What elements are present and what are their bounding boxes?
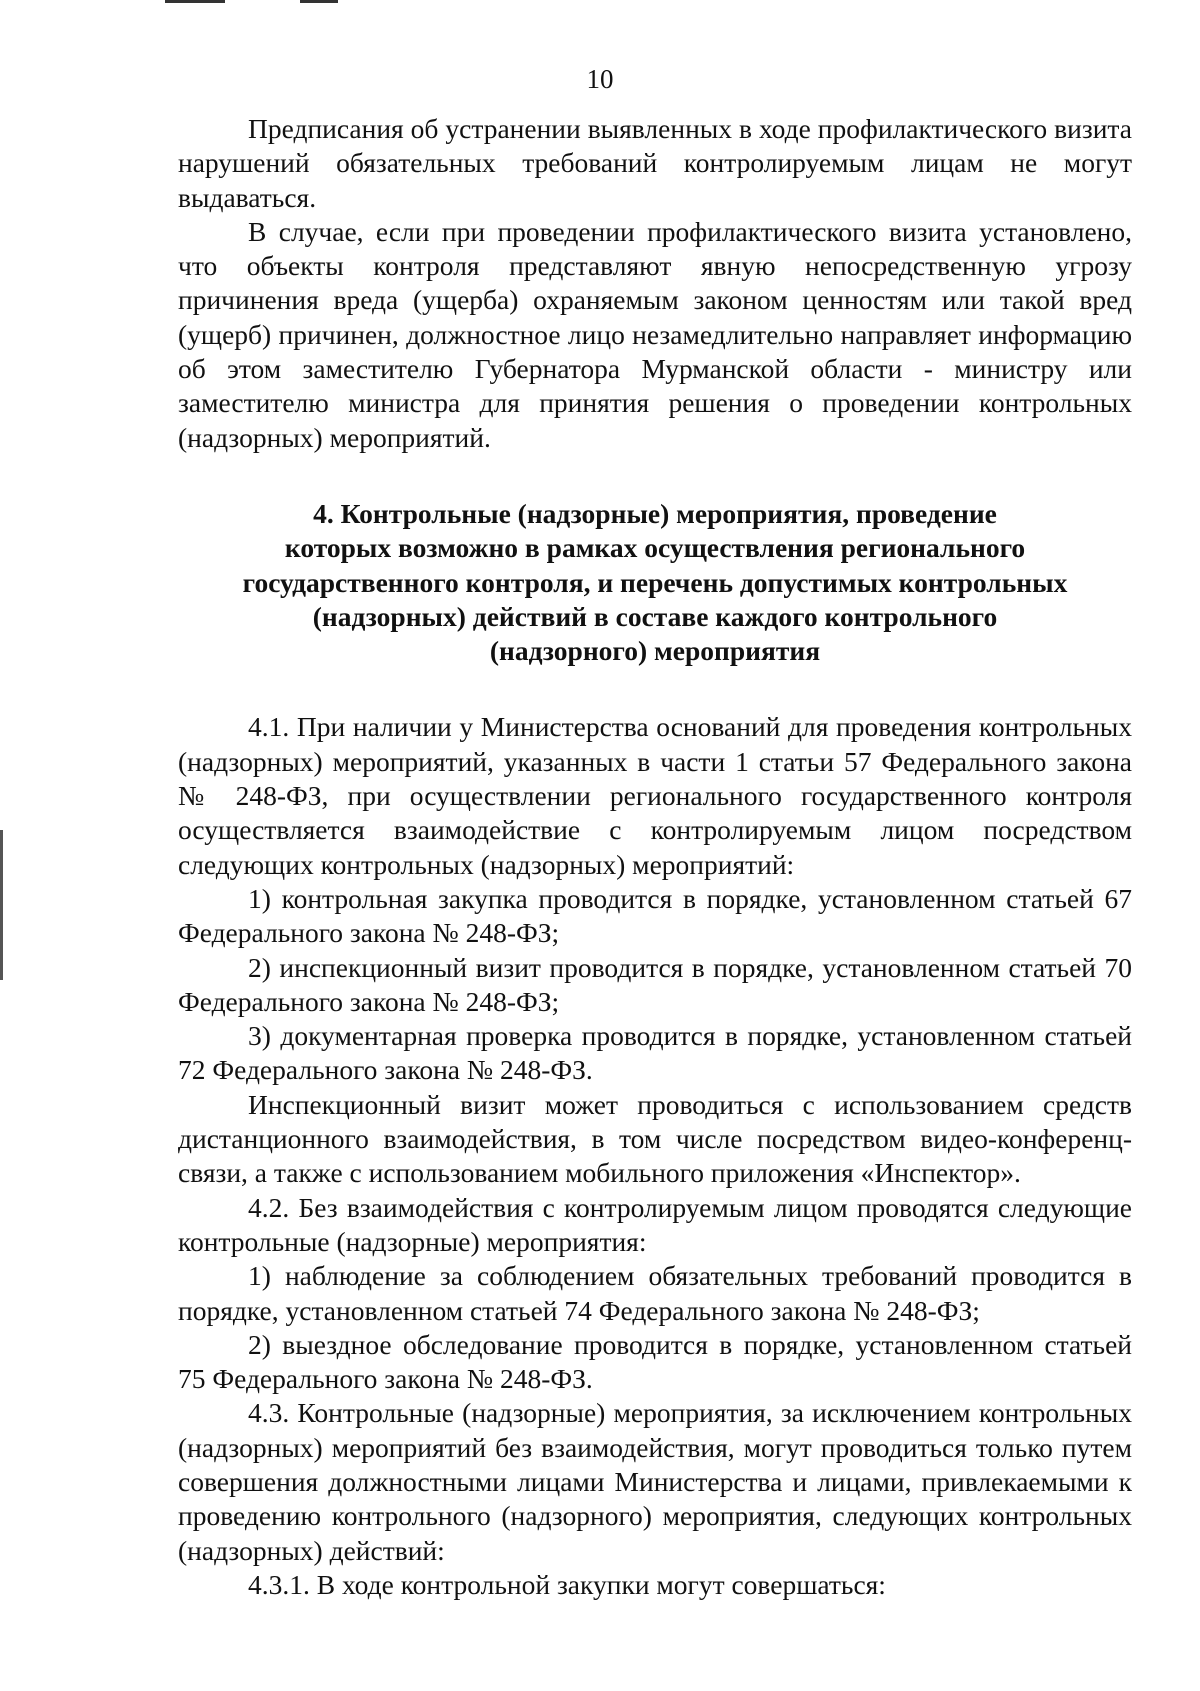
page-number: 10 — [586, 64, 614, 94]
list-item: 3) документарная проверка проводится в порядке, установленном статьей 72 Федерального закона № 248-ФЗ. — [178, 1020, 1132, 1086]
list-item: 1) контрольная закупка проводится в порядке, установленном статьей 67 Федерального закона № 248-ФЗ; — [178, 882, 1132, 949]
paragraph: В случае, если при проведении профилактического визита установлено, что объекты контроля представляют явную непосредственную угрозу причинения вреда (ущерба) охраняемым законом ценностям или такой вред (ущерб) причинен, должностное лицо незамедлительно направляет информацию об этом заместителю Губернатора Мурманской области - министру или заместителю министра для принятия решения о проведении контрольных (надзорных) мероприятий. — [178, 215, 1132, 453]
document-body — [178, 112, 1132, 1602]
list-item: 2) выездное обследование проводится в порядке, установленном статьей 75 Федерального закона № 248-ФЗ. — [178, 1328, 1132, 1395]
section-heading-line: государственного контроля, и перечень допустимых контрольных — [242, 566, 1068, 598]
paragraph: 4.2. Без взаимодействия с контролируемым лицом проводятся следующие контрольные (надзорные) мероприятия: — [178, 1191, 1132, 1257]
paragraph: 4.3.1. В ходе контрольной закупки могут совершаться: — [248, 1568, 886, 1600]
section-heading-line: 4. Контрольные (надзорные) мероприятия, проведение — [313, 497, 997, 529]
paragraph: 4.3. Контрольные (надзорные) мероприятия, за исключением контрольных (надзорных) мероприятий без взаимодействия, могут проводиться только путем совершения должностными лицами Министерства и лицами, привлекаемыми к проведению контрольного (надзорного) мероприятия, следующих контрольных (надзорных) действий: — [178, 1397, 1132, 1566]
list-item: 1) наблюдение за соблюдением обязательных требований проводится в порядке, установленном статьей 74 Федерального закона № 248-ФЗ; — [178, 1260, 1132, 1326]
section-heading-line: которых возможно в рамках осуществления регионального — [284, 532, 1026, 564]
section-heading — [178, 497, 1132, 668]
scan-edge-mark — [165, 0, 225, 3]
scan-edge-mark — [0, 830, 3, 980]
list-item: 2) инспекционный визит проводится в порядке, установленном статьей 70 Федерального закона № 248-ФЗ; — [178, 951, 1132, 1017]
paragraph: 4.1. При наличии у Министерства оснований для проведения контрольных (надзорных) мероприятий, указанных в части 1 статьи 57 Федерального закона № 248-ФЗ, при осуществлении регионального государственного контроля осуществляется взаимодействие с контролируемым лицом посредством следующих контрольных (надзорных) мероприятий: — [178, 711, 1132, 880]
section-heading-line: (надзорного) мероприятия — [489, 635, 821, 667]
scan-edge-mark — [300, 0, 338, 3]
section-heading-line: (надзорных) действий в составе каждого контрольного — [312, 600, 998, 632]
paragraph: Предписания об устранении выявленных в ходе профилактического визита нарушений обязательных требований контролируемым лицам не могут выдаваться. — [178, 113, 1132, 213]
paragraph: Инспекционный визит может проводиться с использованием средств дистанционного взаимодействия, в том числе посредством видео-конференц-связи, а также с использованием мобильного приложения «Инспектор». — [178, 1088, 1132, 1189]
